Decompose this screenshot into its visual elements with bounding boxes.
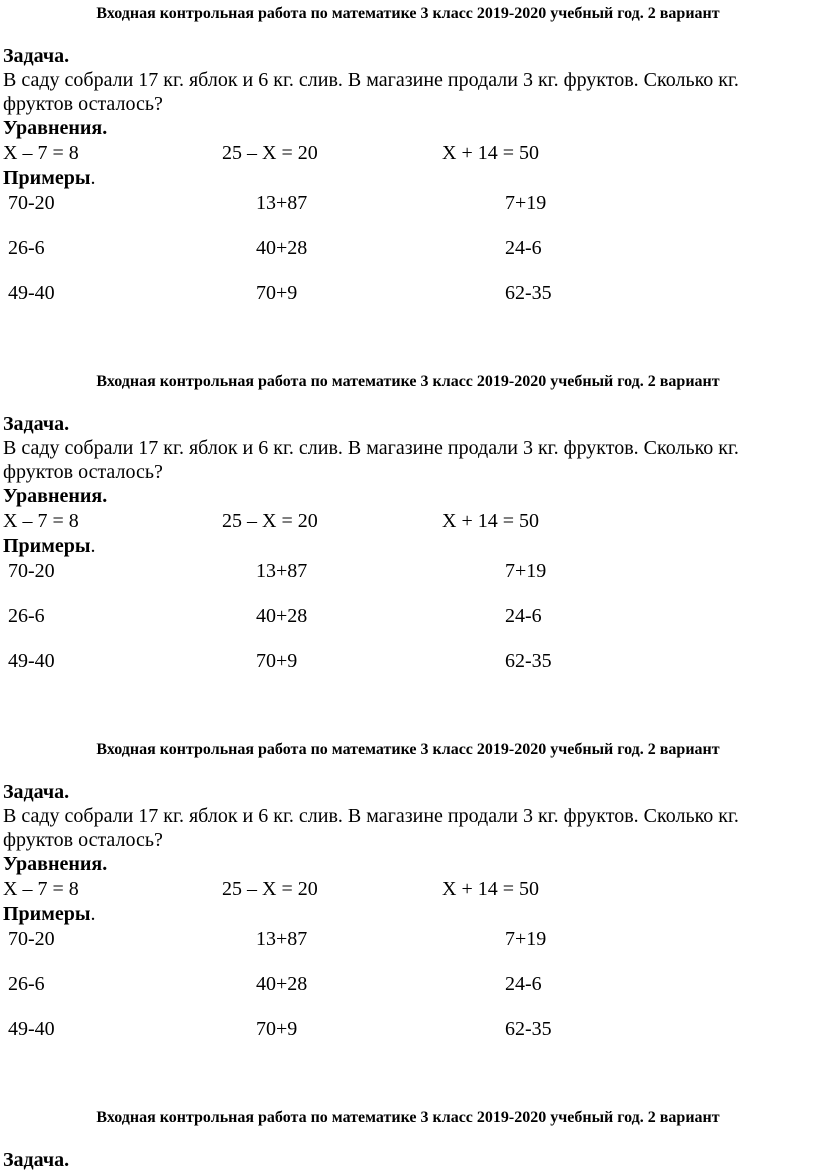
equation-1: Х – 7 = 8 xyxy=(3,510,79,532)
task-text-line-2: фруктов осталось? xyxy=(3,93,163,115)
task-text-line-1: В саду собрали 17 кг. яблок и 6 кг. слив. В магазине продали 3 кг. фруктов. Сколько кг. xyxy=(3,69,739,91)
equation-2: 25 – Х = 20 xyxy=(222,142,318,164)
equations-heading: Уравнения. xyxy=(3,485,108,507)
task-heading: Задача. xyxy=(3,413,70,435)
example-cell: 70-20 xyxy=(8,928,55,950)
example-cell: 13+87 xyxy=(256,560,308,582)
example-cell: 24-6 xyxy=(505,237,542,259)
task-text-line-1: В саду собрали 17 кг. яблок и 6 кг. слив. В магазине продали 3 кг. фруктов. Сколько кг. xyxy=(3,805,739,827)
variant-title: Входная контрольная работа по математике 3 класс 2019-2020 учебный год. 2 вариант xyxy=(96,373,720,390)
examples-heading-dot: . xyxy=(90,535,96,557)
examples-heading-line xyxy=(3,534,95,558)
example-cell: 49-40 xyxy=(8,282,55,304)
variant-title: Входная контрольная работа по математике 3 класс 2019-2020 учебный год. 2 вариант xyxy=(96,1109,720,1126)
example-cell: 49-40 xyxy=(8,1018,55,1040)
example-cell: 7+19 xyxy=(505,560,547,582)
example-cell: 7+19 xyxy=(505,192,547,214)
examples-heading: Примеры xyxy=(3,167,91,189)
examples-heading: Примеры xyxy=(3,903,91,925)
task-heading: Задача. xyxy=(3,1149,70,1171)
example-cell: 70+9 xyxy=(256,650,298,672)
variant-title: Входная контрольная работа по математике 3 класс 2019-2020 учебный год. 2 вариант xyxy=(96,741,720,758)
task-text-line-2: фруктов осталось? xyxy=(3,829,163,851)
variant-block-3 xyxy=(0,740,816,1108)
equation-2: 25 – Х = 20 xyxy=(222,878,318,900)
variant-block-4 xyxy=(0,1108,816,1174)
task-text-line-2: фруктов осталось? xyxy=(3,461,163,483)
example-cell: 62-35 xyxy=(505,1018,552,1040)
example-cell: 70-20 xyxy=(8,560,55,582)
variant-title: Входная контрольная работа по математике 3 класс 2019-2020 учебный год. 2 вариант xyxy=(96,5,720,22)
example-cell: 49-40 xyxy=(8,650,55,672)
equation-3: Х + 14 = 50 xyxy=(442,510,540,532)
task-heading: Задача. xyxy=(3,45,70,67)
example-cell: 40+28 xyxy=(256,605,308,627)
variant-block-1 xyxy=(0,4,816,372)
equation-3: Х + 14 = 50 xyxy=(442,142,540,164)
examples-heading-line xyxy=(3,902,95,926)
example-cell: 13+87 xyxy=(256,928,308,950)
example-cell: 24-6 xyxy=(505,973,542,995)
examples-heading-line xyxy=(3,166,95,190)
example-cell: 13+87 xyxy=(256,192,308,214)
examples-heading: Примеры xyxy=(3,535,91,557)
equation-1: Х – 7 = 8 xyxy=(3,878,79,900)
example-cell: 62-35 xyxy=(505,282,552,304)
equation-3: Х + 14 = 50 xyxy=(442,878,540,900)
task-heading: Задача. xyxy=(3,781,70,803)
examples-heading-dot: . xyxy=(90,903,96,925)
task-text-line-1: В саду собрали 17 кг. яблок и 6 кг. слив. В магазине продали 3 кг. фруктов. Сколько кг. xyxy=(3,437,739,459)
equation-1: Х – 7 = 8 xyxy=(3,142,79,164)
example-cell: 62-35 xyxy=(505,650,552,672)
example-cell: 40+28 xyxy=(256,237,308,259)
example-cell: 26-6 xyxy=(8,605,45,627)
variant-block-2 xyxy=(0,372,816,740)
example-cell: 70+9 xyxy=(256,1018,298,1040)
example-cell: 26-6 xyxy=(8,973,45,995)
example-cell: 40+28 xyxy=(256,973,308,995)
examples-heading-dot: . xyxy=(90,167,96,189)
example-cell: 7+19 xyxy=(505,928,547,950)
equation-2: 25 – Х = 20 xyxy=(222,510,318,532)
equations-heading: Уравнения. xyxy=(3,853,108,875)
example-cell: 70-20 xyxy=(8,192,55,214)
example-cell: 70+9 xyxy=(256,282,298,304)
example-cell: 24-6 xyxy=(505,605,542,627)
example-cell: 26-6 xyxy=(8,237,45,259)
equations-heading: Уравнения. xyxy=(3,117,108,139)
